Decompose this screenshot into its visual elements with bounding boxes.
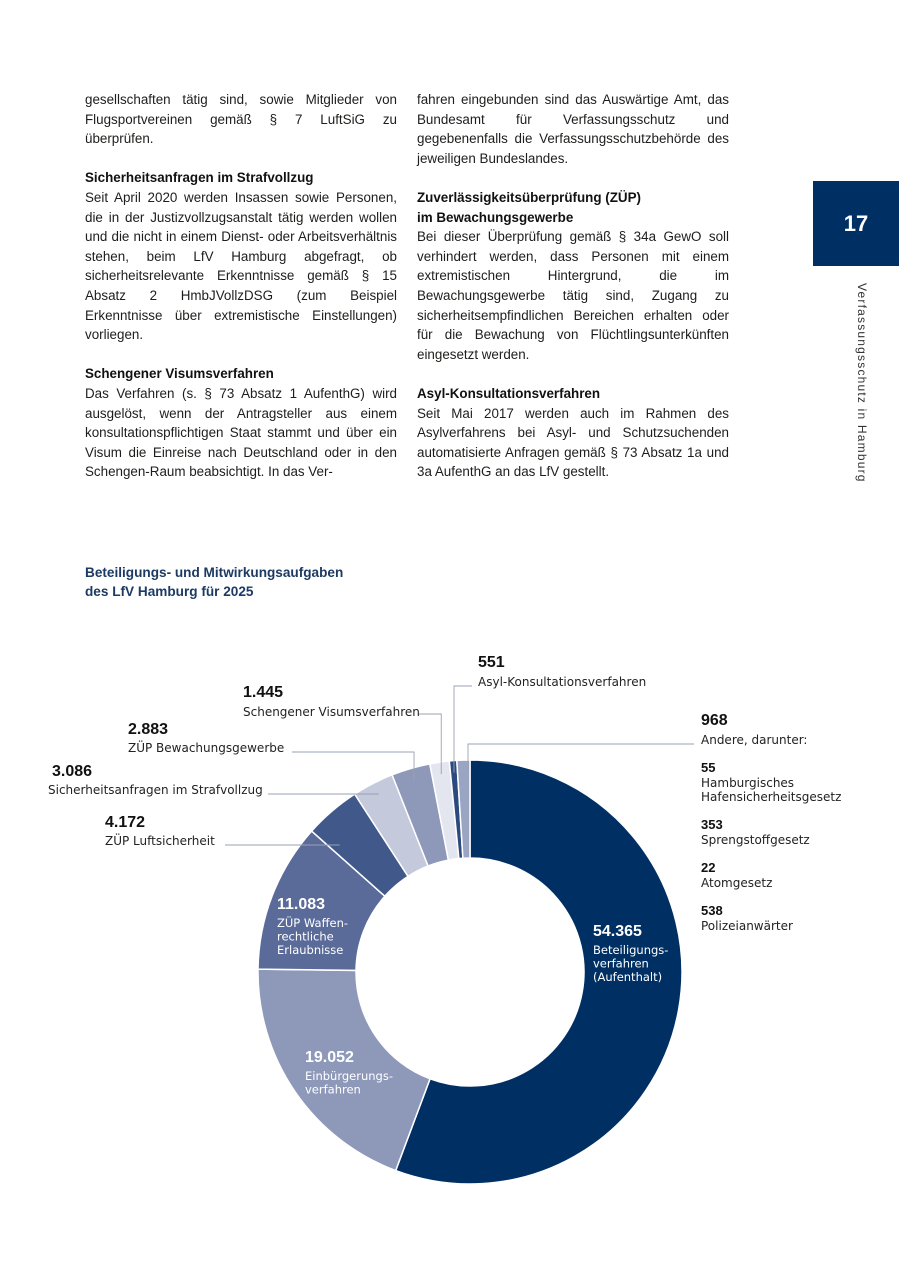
section-heading: Schengener Visumsverfahren: [85, 366, 274, 382]
slice-category-label: verfahren: [305, 1082, 361, 1097]
breakdown-label: Sprengstoffgesetz: [701, 833, 810, 847]
slice-value-label: 4.172: [105, 814, 146, 831]
breakdown-value: 22: [701, 860, 716, 875]
paragraph: fahren eingebunden sind das Auswärtige Amt, das Bundesamt für Verfassungsschutz und gegebenenfalls die Verfassungsschutzbehörde des jeweiligen Bundeslandes.: [417, 92, 729, 166]
slice-value-label: 54.365: [593, 923, 642, 940]
paragraph: Das Verfahren (s. § 73 Absatz 1 AufenthG) wird ausgelöst, wenn der Antragsteller aus einem konsultationspflichtigen Staat stammt und über ein Visum die Einreise nach Deutschland oder in den Schengen-Raum beabsichtigt. In das Ver-: [85, 385, 397, 480]
slice-category-label: Beteiligungs-: [593, 943, 669, 957]
paragraph: Seit April 2020 werden Insassen sowie Personen, die in der Justizvollzugsanstalt tätig werden wollen und die nicht in einem Dienst- oder Arbeitsverhältnis stehen, beim LfV Hamburg abgefragt, ob sicherheitsrelevante Erkenntnisse gemäß § 15 Absatz 2 HmbJVollzDSG (zum Beispiel Erkenntnisse über extremistische Einstellungen) vorliegen.: [85, 189, 397, 343]
breakdown-label: Polizeianwärter: [701, 919, 793, 933]
slice-category-label: Andere, darunter:: [701, 733, 808, 747]
slice-value-label: 19.052: [305, 1049, 354, 1066]
chart-title-line: Beteiligungs- und Mitwirkungsaufgaben: [85, 565, 344, 580]
page-number: 17: [843, 210, 869, 236]
slice-category-label: Asyl-Konsultationsverfahren: [478, 675, 647, 689]
breakdown-label: Hafensicherheitsgesetz: [701, 790, 842, 804]
slice-category-label: Erlaubnisse: [277, 943, 344, 957]
paragraph: gesellschaften tätig sind, sowie Mitglieder von Flugsportvereinen gemäß § 7 LuftSiG zu überprüfen.: [85, 92, 397, 147]
section-heading: Asyl-Konsultationsverfahren: [417, 385, 601, 401]
slice-value-label: 2.883: [128, 721, 169, 738]
paragraph: Seit Mai 2017 werden auch im Rahmen des Asylverfahrens bei Asyl- und Schutzsuchenden automatisierte Anfragen gemäß § 73 Absatz 1a und 3a AufenthG an das LfV gestellt.: [417, 405, 729, 480]
slice-category-label: ZÜP Bewachungsgewerbe: [128, 741, 285, 755]
slice-value-label: 1.445: [243, 684, 284, 701]
breakdown-value: 538: [701, 903, 723, 918]
slice-value-label: 551: [478, 654, 505, 671]
slice-category-label: verfahren: [593, 956, 649, 971]
breakdown-value: 55: [701, 760, 716, 775]
slice-value-label: 3.086: [52, 763, 93, 780]
breakdown-value: 353: [701, 817, 723, 832]
slice-category-label: Sicherheitsanfragen im Strafvollzug: [48, 783, 263, 797]
slice-value-label: 11.083: [277, 896, 326, 913]
slice-value-label: 968: [701, 712, 728, 729]
slice-category-label: (Aufenthalt): [593, 970, 663, 984]
chart-title-line: des LfV Hamburg für 2025: [85, 584, 254, 599]
section-heading: Sicherheitsanfragen im Strafvollzug: [85, 170, 314, 186]
slice-category-label: Schengener Visumsverfahren: [243, 705, 420, 719]
breakdown-label: Atomgesetz: [701, 876, 773, 890]
slice-category-label: ZÜP Waffen-: [277, 916, 349, 930]
section-heading: Zuverlässigkeitsüberprüfung (ZÜP): [417, 189, 641, 205]
slice-category-label: ZÜP Luftsicherheit: [105, 834, 215, 848]
breakdown-label: Hamburgisches: [701, 776, 795, 790]
section-heading: im Bewachungsgewerbe: [417, 209, 574, 225]
slice-category-label: Einbürgerungs-: [305, 1069, 393, 1083]
paragraph: Bei dieser Überprüfung gemäß § 34a GewO soll verhindert werden, dass Personen mit einem extremistischen Hintergrund, die im Bewachungsgewerbe tätig sind, Zugang zu sicherheitsempfindlichen Bereichen erhalten oder für die Bewachung von Flüchtlingsunterkünften eingesetzt werden.: [417, 229, 729, 362]
chapter-side-title: Verfassungsschutz in Hamburg: [855, 283, 869, 483]
slice-category-label: rechtliche: [277, 929, 334, 944]
